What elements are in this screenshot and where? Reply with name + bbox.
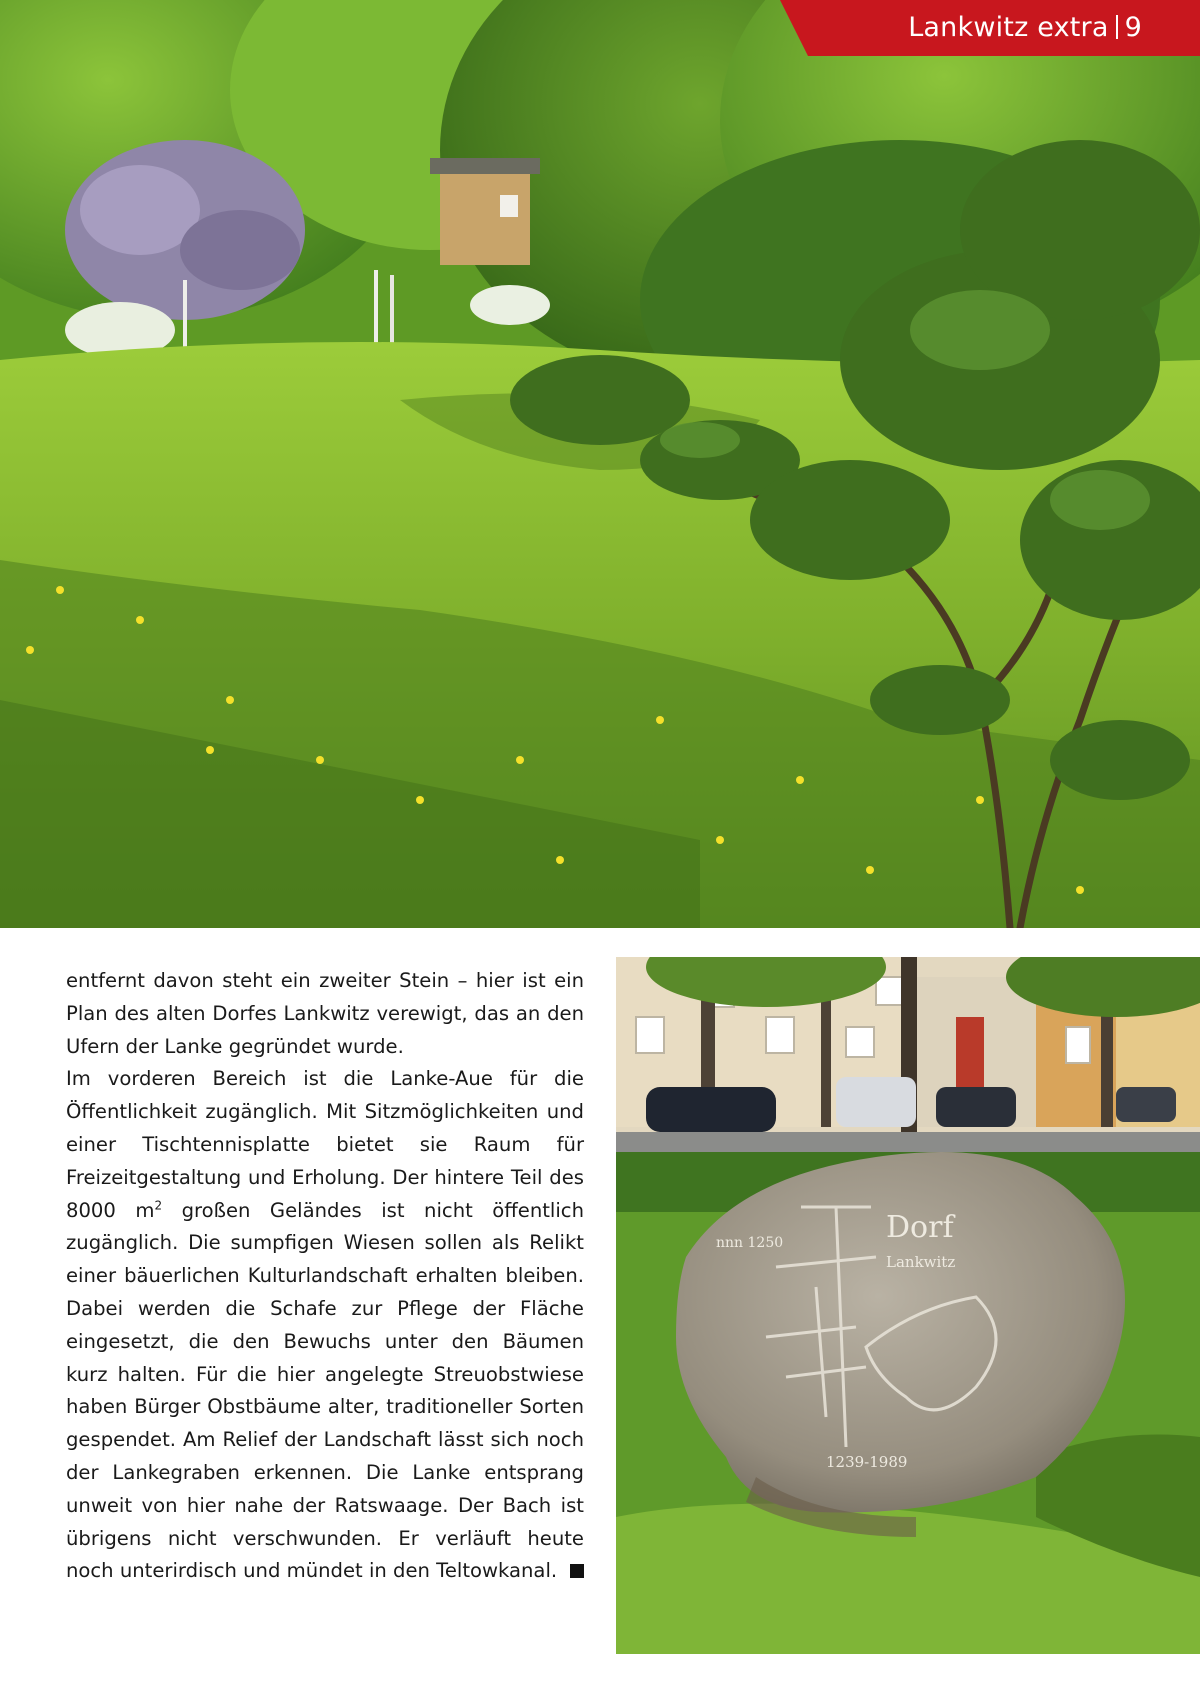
article-paragraph-2-part-a: Im vorderen Bereich ist die Lanke-Aue für die Öffentlichkeit zugänglich. Mit Sitzmöglichkeiten und einer Tischtennisplatte bietet sie Raum für Freizeitgestaltung und Erholung. Der hintere Teil des 8000 m (66, 1067, 584, 1222)
section-title: Lankwitz extra (908, 12, 1109, 43)
page-number: 9 (1124, 12, 1142, 43)
header-separator (1116, 15, 1118, 39)
article-body (66, 965, 584, 1588)
stone-years: 1239-1989 (826, 1453, 908, 1471)
stone-subtitle: Lankwitz (886, 1253, 956, 1271)
article-paragraph-2 (66, 1063, 584, 1588)
article-paragraph-2-part-b: großen Geländes ist nicht öffentlich zugänglich. Die sumpfigen Wiesen sollen als Relikt einer bäuerlichen Kulturlandschaft erhalten bleiben. Dabei werden die Schafe zur Pflege der Fläche eingesetzt, die den Bewuchs unter den Bäumen kurz halten. Für die hier angelegte Streuobstwiese haben Bürger Obstbäume alter, traditioneller Sorten gespendet. Am Relief der Landschaft lässt sich noch der Lankegraben erkennen. Die Lanke entsprang unweit von hier nahe der Ratswaage. Der Bach ist übrigens nicht verschwunden. Er verläuft heute noch unterirdisch und mündet in den Teltowkanal. (66, 1198, 585, 1583)
page-header (0, 0, 1200, 56)
article-paragraph-1: entfernt davon steht ein zweiter Stein – hier ist ein Plan des alten Dorfes Lankwitz verewigt, das an den Ufern der Lanke gegründet wurde. (66, 969, 584, 1058)
stone-text-top-left: nnn 1250 (716, 1235, 784, 1251)
stone-title: Dorf (886, 1210, 954, 1245)
end-of-article-mark (570, 1564, 584, 1578)
header-label (908, 12, 1142, 43)
superscript-2: 2 (154, 1198, 163, 1213)
stone-photo (616, 957, 1200, 1654)
